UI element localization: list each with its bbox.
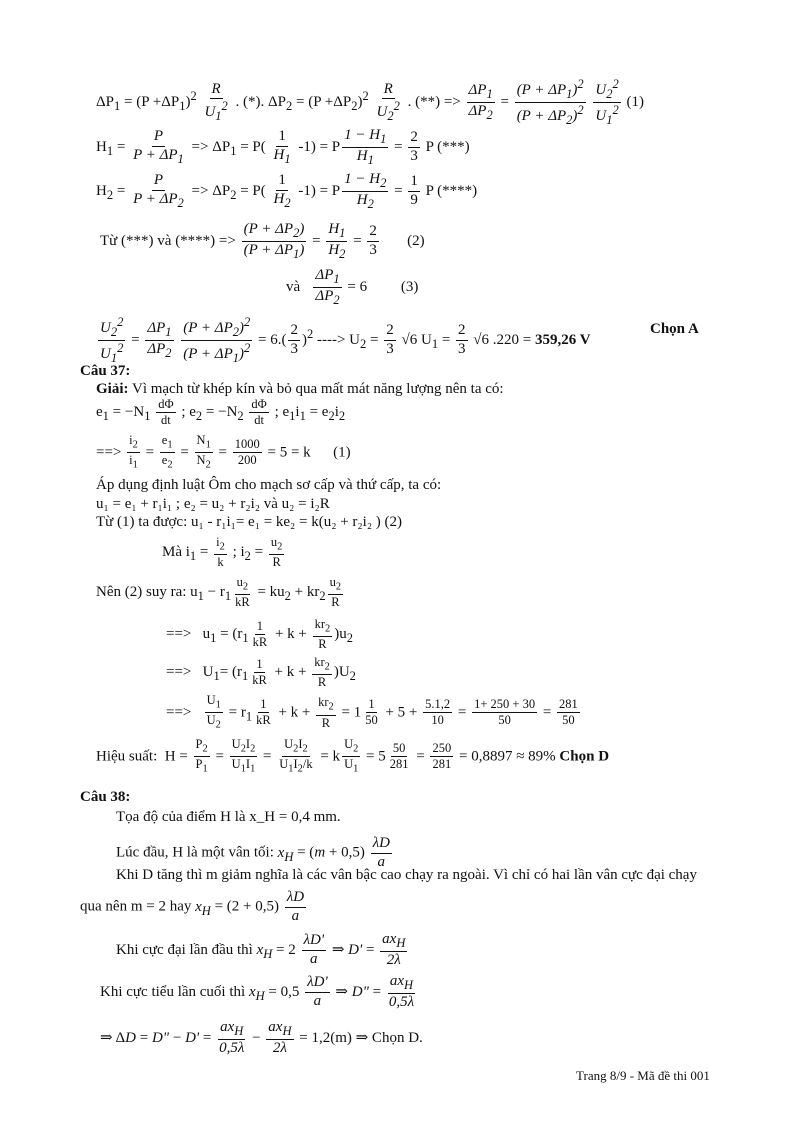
ma-text: Mà — [162, 544, 182, 561]
arrow: ==> — [166, 704, 192, 721]
efficiency-value: = 0,8897 ≈ 89% — [458, 748, 556, 765]
arrow: ==> — [166, 626, 192, 643]
va-text: và — [286, 279, 301, 296]
q37-efficiency: Hiệu suất: H = $\frac{P_2}{P_1}$ = $\frac{U_2I_2}{U_1I_1}$ = $\frac{U_2I_2}{U_1I_2/k}$ = k $\frac{U_2}{U_1}$ = 5 $\frac{50}{281}$ = $\frac{250}{281}$ = 0,8897 ≈ 89% Chọn D — [96, 737, 610, 775]
q37-intro — [96, 382, 504, 397]
q38-line-3: Khi D tăng thì m giảm nghĩa là các vân bậc cao chạy ra ngoài. Vì chỉ có hai lần vân cực đại chạy — [116, 867, 697, 883]
result-value: 359,26 V — [534, 332, 591, 349]
q38-l6-text: Khi cực tiểu lần cuối thì — [100, 983, 246, 1000]
eq-va-line: và $\frac{\Delta P_1}{\Delta P_2}$ = 6 (3) — [286, 267, 419, 308]
nen-text: Nên (2) suy ra: — [96, 584, 187, 601]
eq-h1-line: $H_1$ = $\frac{P}{P + \Delta P_1}$ => $\Delta P_1 = P$( $\frac{1}{H_1}$ -1) = P $\frac{1 - H_1}{H_1}$ = $\frac{2}{3}$ P (***) — [96, 127, 470, 168]
choose-d: Chọn D — [559, 748, 610, 765]
eq-tag: (2) — [407, 233, 425, 250]
eq-tag: (1) — [626, 94, 645, 111]
arrow: ==> — [166, 664, 192, 681]
eq-u2-line: $\frac{U_2^2}{U_1^2}$ = $\frac{\Delta P_1}{\Delta P_2}$ $\frac{(P + \Delta P_2)^2}{(P + \Delta P_1)^2}$ = 6.( $\frac{2}{3}$ )$^2$ ----> $U_2$ = $\frac{2}{3}$ √6 $U_1$ = $\frac{2}{3}$ √6 .220 = 359,26 V — [100, 315, 591, 366]
choose-a: Chọn A — [650, 321, 699, 337]
q38-line-2: Lúc đầu, H là một vân tối: $x_H = (m + 0,5)$ $\frac{\lambda D}{a}$ — [116, 835, 390, 870]
q38-line-6: Khi cực tiểu lần cuối thì $x_H = 0,5$ $\frac{\lambda D'}{a}$ ⇒ D" = $\frac{ax_H}{0,5\lambda}$ — [100, 973, 415, 1011]
eq-tag: (****) — [437, 183, 478, 200]
hieu-suat-label: Hiệu suất: — [96, 748, 158, 765]
from-text: Từ (***) và (****) => — [100, 233, 236, 250]
giai-label: Giải: — [96, 381, 129, 397]
q37-ratio-eq: ==> $\frac{i_2}{i_1}$ = $\frac{e_1}{e_2}$ = $\frac{N_1}{N_2}$ = $\frac{1000}{200}$ = 5 = k (1) — [96, 433, 351, 471]
eq-tag: (3) — [400, 279, 419, 296]
q37-apply-ohm: Áp dụng định luật Ôm cho mạch sơ cấp và thứ cấp, ta có: — [96, 477, 442, 493]
q38-line-1: Tọa độ của điểm H là x_H = 0,4 mm. — [116, 809, 341, 825]
q38-line-4: qua nên m = 2 hay $x_H = (2 + 0,5)$ $\frac{\lambda D}{a}$ — [80, 889, 305, 924]
q37-U1-eq: ==> $U_1= (r_1$ $\frac{1}{kR}$ + k + $\frac{kr_2}{R}$ )$U_2$ — [166, 655, 356, 690]
q37-emf-eq: $e_1 = -N_1$ $\frac{d\Phi}{dt}$ ; $e_2 = -N_2$ $\frac{d\Phi}{dt}$ ; $e_1i_1 = e_2i_2$ — [96, 397, 346, 428]
q38-result: = 1,2(m) ⇒ Chọn D. — [299, 1029, 423, 1046]
q38-line-7: ⇒ ΔD = D" − D' = $\frac{ax_H}{0,5\lambda}$ − $\frac{ax_H}{2\lambda}$ = 1,2(m) ⇒ Chọn D. — [100, 1019, 423, 1057]
eq-h2-line: $H_2$ = $\frac{P}{P + \Delta P_2}$ => $\Delta P_2 = P$( $\frac{1}{H_2}$ -1) = P $\frac{1 - H_2}{H_2}$ = $\frac{1}{9}$ P (****) — [96, 171, 478, 212]
q37-ratio-result: ==> $\frac{U_1}{U_2}$ = $r_1$ $\frac{1}{kR}$ + k + $\frac{kr_2}{R}$ = 1 $\frac{1}{50}$ + 5 + $\frac{5.1,2}{10}$ = $\frac{1+ 250 + 30}{50}$ = $\frac{281}{50}$ — [166, 693, 578, 731]
q37-ohm-eq: u₁ = e₁ + r₁i₁ ; e₂ = u₂ + r₂i₂ và u₂ = i₂R — [96, 496, 330, 512]
eq-tag: (***) — [437, 139, 470, 156]
q38-l4-text: qua nên m = 2 hay — [80, 898, 192, 915]
q38-l5-text: Khi cực đại lần đầu thì — [116, 941, 253, 958]
eq-ratio-line: Từ (***) và (****) => $\frac{(P + \Delta P_2)}{(P + \Delta P_1)}$ = $\frac{H_1}{H_2}$ = $\frac{2}{3}$ (2) — [100, 221, 425, 262]
eq-tag: (1) — [333, 444, 351, 461]
question-38-title: Câu 38: — [80, 789, 131, 805]
q37-nen-eq: Nên (2) suy ra: $u_1 - r_1$ $\frac{u_2}{kR}$ = $ku_2 + kr_2$ $\frac{u_2}{R}$ — [96, 575, 342, 610]
intro-text: Vì mạch từ khép kín và bỏ qua mất mát năng lượng nên ta có: — [131, 381, 504, 397]
question-37-title: Câu 37: — [80, 363, 131, 379]
q37-ma-eq: Mà $i_1$ = $\frac{i_2}{k}$ ; $i_2$ = $\frac{u_2}{R}$ — [162, 535, 283, 570]
q37-u1-eq: ==> $u_1 = (r_1$ $\frac{1}{kR}$ + k + $\frac{kr_2}{R}$ )$u_2$ — [166, 617, 353, 652]
page-footer: Trang 8/9 - Mã đề thi 001 — [576, 1068, 710, 1083]
eq-delta-p-line: $\Delta P_1 = (P +\Delta P_1)^2$ $\frac{R}{U_1^2}$ . (*). $\Delta P_2 = (P +\Delta P_2)^2$ $\frac{R}{U_2^2}$ . (**) => $\frac{\Delta P_1}{\Delta P_2}$ = $\frac{(P + \Delta P_1)^2}{(P + \Delta P_2)^2}$ $\frac{U_2^2}{U_1^2}$ (1) — [96, 77, 645, 128]
q37-from-1: Từ (1) ta được: u₁ - r₁i₁= e₁ = ke₂ = k(u₂ + r₂i₂ ) (2) — [96, 514, 403, 530]
q38-line-5: Khi cực đại lần đầu thì $x_H = 2$ $\frac{\lambda D'}{a}$ ⇒ D' = $\frac{ax_H}{2\lambda}$ — [116, 931, 406, 969]
q38-l2-text: Lúc đầu, H là một vân tối: — [116, 844, 274, 861]
